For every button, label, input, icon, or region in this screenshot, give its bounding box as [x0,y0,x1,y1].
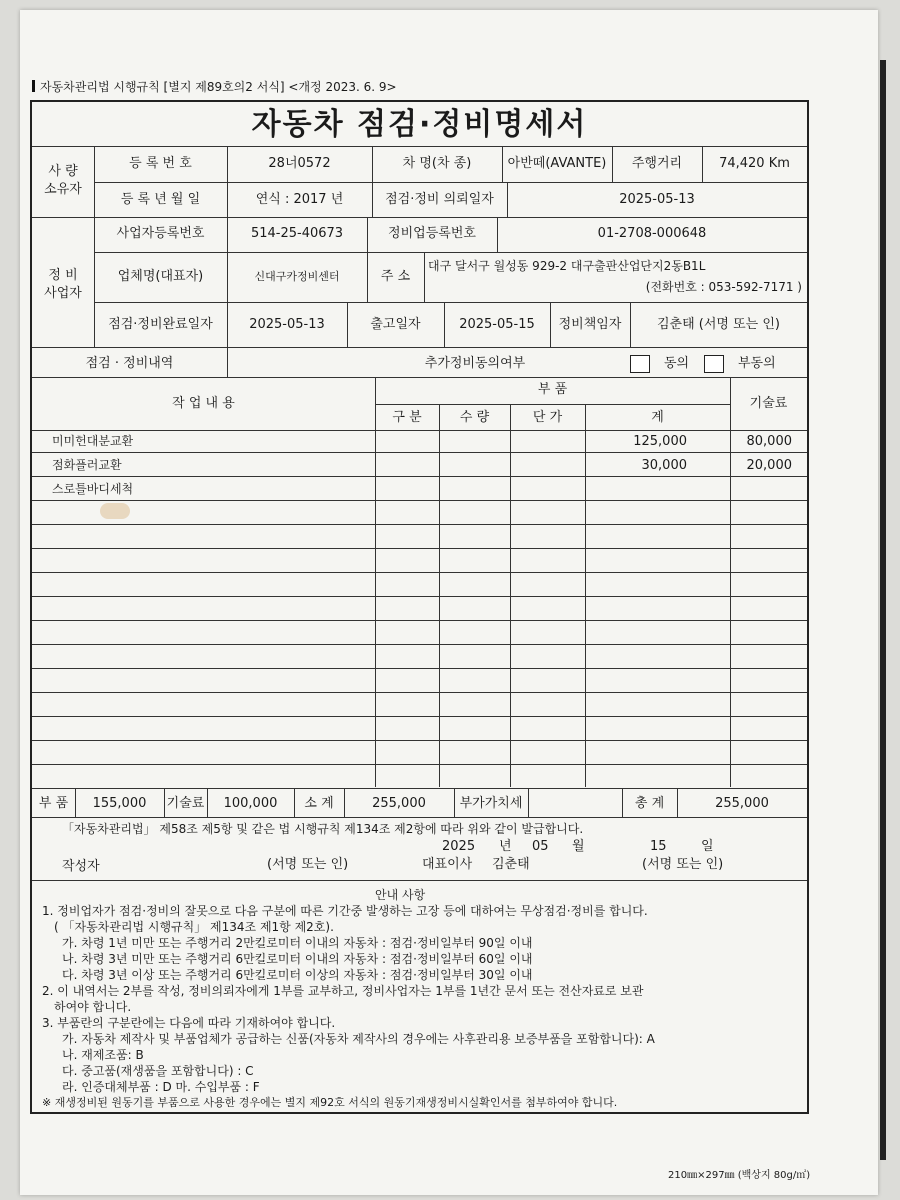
car-name-value: 아반떼(AVANTE) [507,156,607,171]
company-label: 업체명(대표자) [117,269,204,284]
grand-total-value: 255,000 [715,796,769,811]
owner-section-label-2: 소유자 [44,182,82,197]
issue-year: 2025 [442,839,476,854]
form-header [32,78,397,95]
subtotal-label: 소 계 [304,796,334,811]
manager-value: 김춘태 (서명 또는 인) [656,317,780,332]
notice-line-2: ( 「자동차관리법 시행규칙」 제134조 제1항 제2호). [54,920,334,934]
notice-line-3: 가. 차령 1년 미만 또는 주행거리 2만킬로미터 이내의 자동차 : 점검·정비일부터 90일 이내 [62,936,533,950]
request-date-label: 점검·정비 의뢰일자 [385,192,494,207]
reg-no-value: 28너0572 [268,156,331,171]
work-row-1-labor: 80,000 [746,434,792,449]
mileage-value: 74,420 Km [719,156,790,171]
mileage-label: 주행거리 [631,156,683,171]
address-label: 주 소 [380,269,411,284]
issue-statement: 「자동차관리법」 제58조 제5항 및 같은 법 시행규칙 제134조 제2항에 따라 위와 같이 발급합니다. [62,822,584,836]
biz-no-value: 514-25-40673 [250,226,344,241]
total-labor-value: 100,000 [223,796,278,811]
issue-month-label: 월 [572,839,585,854]
work-row-1-desc: 미미헌대분교환 [52,434,134,448]
notice-line-13: ※ 재생정비된 원동기를 부품으로 사용한 경우에는 별지 제92호 서식의 원동기재생정비시실확인서를 첨부하여야 합니다. [42,1096,618,1109]
release-date-label: 출고일자 [370,317,421,332]
reg-year-value: 연식 : 2017 년 [255,192,344,207]
shop-section-label-1: 정 비 [48,268,78,283]
notice-line-1: 1. 정비업자가 점검·정비의 잘못으로 다음 구분에 따른 기간중 발생하는 고장 등에 대하여는 무상점검·정비를 합니다. [42,904,648,918]
col-type-header: 구 분 [392,410,422,425]
issue-month: 05 [532,839,549,854]
col-labor-header: 기술료 [749,396,788,411]
complete-date-label: 점검·정비완료일자 [108,317,213,332]
car-name-label: 차 명(차 종) [402,156,472,171]
notice-line-5: 다. 차령 3년 이상 또는 주행거리 6만킬로미터 이상의 자동차 : 점검·정비일부터 30일 이내 [62,968,533,982]
release-date-value: 2025-05-15 [459,317,535,332]
owner-section-label-1: 사 량 [48,164,78,179]
col-sum-header: 계 [651,410,664,425]
rep-name: 김춘태 [492,857,530,872]
agree-checkbox[interactable] [630,355,650,373]
notice-line-8: 3. 부품란의 구분란에는 다음에 따라 기재하여야 합니다. [42,1016,336,1030]
rep-label: 대표이사 [422,857,473,872]
issue-year-label: 년 [499,839,512,854]
shop-section-label-2: 사업자 [44,286,82,301]
col-qty-header: 수 량 [459,410,490,425]
total-parts-label: 부 품 [38,796,69,811]
shop-reg-label: 정비업등록번호 [388,226,476,241]
paper-stain [100,503,130,519]
biz-no-label: 사업자등록번호 [116,226,205,241]
company-value: 신대구카정비센터 [254,270,340,283]
work-row-2-desc: 점화플러교환 [52,458,122,472]
total-labor-label: 기술료 [166,796,205,811]
issue-day-label: 일 [701,839,714,854]
col-parts-header: 부 품 [537,382,568,397]
work-section-label: 점검 · 정비내역 [85,356,174,371]
subtotal-value: 255,000 [372,796,426,811]
notice-line-6: 2. 이 내역서는 2부를 작성, 정비의뢰자에게 1부를 교부하고, 정비사업자는 1부를 1년간 문서 또는 전산자료로 보관 [42,984,644,998]
disagree-label: 부동의 [738,356,776,371]
issue-day: 15 [650,839,667,854]
notice-line-7: 하여야 합니다. [54,1000,132,1014]
grand-total-label: 총 계 [634,796,665,811]
notice-line-9: 가. 자동차 제작사 및 부품업체가 공급하는 신품(자동차 제작사의 경우에는 사후관리용 보증부품을 포함합니다): A [62,1032,655,1046]
writer-sign: (서명 또는 인) [267,857,349,872]
address-value: 대구 달서구 월성동 929-2 대구출판산업단지2동B1L [428,259,706,273]
notice-line-12: 라. 인증대체부품 : D 마. 수입부품 : F [62,1080,260,1094]
manager-label: 정비책임자 [558,317,622,332]
work-row-1-sum: 125,000 [633,434,687,449]
notice-line-11: 다. 중고품(재생품을 포함합니다) : C [62,1064,254,1078]
shop-reg-value: 01-2708-000648 [597,226,707,241]
page-edge [880,60,886,1160]
work-row-2-labor: 20,000 [746,458,792,473]
vat-label: 부가가치세 [459,796,523,811]
col-work-header: 작 업 내 용 [172,396,235,411]
consent-label: 추가정비동의여부 [424,356,526,371]
reg-no-label: 등 록 번 호 [129,156,192,171]
writer-label: 작성자 [62,859,100,874]
work-row-2-sum: 30,000 [641,458,687,473]
notice-box [40,886,800,1110]
reg-year-label: 등 록 년 월 일 [120,192,201,207]
rep-sign: (서명 또는 인) [642,857,724,872]
disagree-checkbox[interactable] [704,355,724,373]
col-price-header: 단 가 [532,410,563,425]
phone-value: (전화번호 : 053-592-7171 ) [645,280,802,294]
paper-spec-footer: 210㎜×297㎜ (백상지 80g/㎡) [668,1170,811,1181]
complete-date-value: 2025-05-13 [249,317,325,332]
header-text: 자동차관리법 시행규칙 [별지 제89호의2 서식] <개정 2023. 6. 9> [40,80,397,94]
total-parts-value: 155,000 [92,796,147,811]
notice-line-10: 나. 재제조품: B [62,1048,144,1062]
header-bar [32,80,35,92]
notice-line-4: 나. 차령 3년 미만 또는 주행거리 6만킬로미터 이내의 자동차 : 점검·정비일부터 60일 이내 [62,952,533,966]
notice-title: 안내 사항 [375,888,426,902]
agree-label: 동의 [664,356,690,371]
page-title: 자동차 점검·정비명세서 [251,107,588,142]
request-date-value: 2025-05-13 [619,192,695,207]
work-row-3-desc: 스로틀바디세척 [52,482,134,496]
